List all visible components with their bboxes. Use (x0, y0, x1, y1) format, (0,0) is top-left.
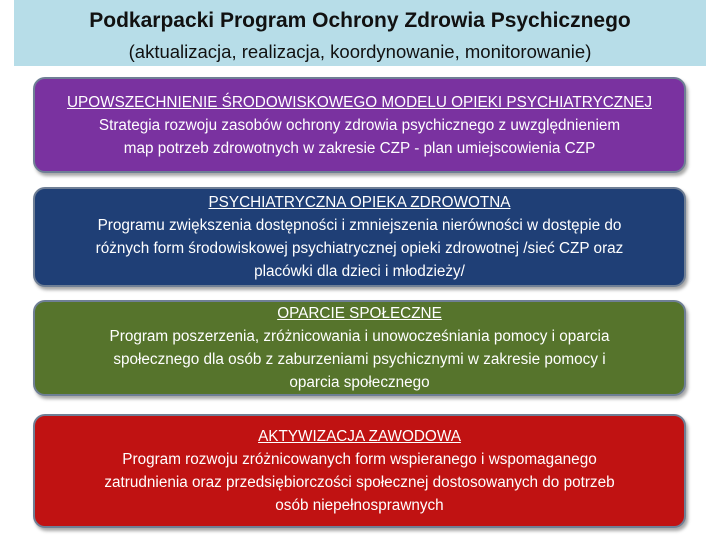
box-line: oparcia społecznego (289, 374, 430, 391)
box-line: Program rozwoju zróżnicowanych form wspieranego i wspomaganego (122, 451, 597, 468)
box-line: osób niepełnosprawnych (275, 497, 444, 514)
box-line: społecznego dla osób z zaburzeniami psychicznymi w zakresie pomocy i (113, 351, 606, 368)
box-heading: OPARCIE SPOŁECZNE (277, 305, 442, 322)
box-line: zatrudnienia oraz przedsiębiorczości społecznej dostosowanych do potrzeb (104, 474, 615, 491)
box-line: Program poszerzenia, zróżnicowania i unowocześniania pomocy i oparcia (109, 328, 610, 345)
box-line: map potrzeb zdrowotnych w zakresie CZP - plan umiejscowienia CZP (123, 139, 596, 157)
box-environmental-care-model (33, 77, 686, 173)
header-banner (14, 0, 706, 66)
box-line: Strategia rozwoju zasobów ochrony zdrowia psychicznego z uwzględnieniem (98, 116, 621, 134)
box-line: placówki dla dzieci i młodzieży/ (254, 263, 465, 280)
box-psychiatric-health-care (33, 187, 686, 287)
box-heading: PSYCHIATRYCZNA OPIEKA ZDROWOTNA (208, 194, 511, 211)
box-professional-activation (33, 414, 686, 528)
box-social-support (33, 300, 686, 396)
box-line: Programu zwiększenia dostępności i zmniejszenia nierówności w dostępie do (97, 217, 622, 234)
box-heading: AKTYWIZACJA ZAWODOWA (258, 428, 461, 445)
box-heading: UPOWSZECHNIENIE ŚRODOWISKOWEGO MODELU OPIEKI PSYCHIATRYCZNEJ (66, 93, 653, 111)
box-line: różnych form środowiskowej psychiatrycznej opieki zdrowotnej /sieć CZP oraz (95, 240, 624, 257)
page-subtitle: (aktualizacja, realizacja, koordynowanie, monitorowanie) (128, 41, 592, 62)
page-title: Podkarpacki Program Ochrony Zdrowia Psychicznego (89, 9, 631, 32)
